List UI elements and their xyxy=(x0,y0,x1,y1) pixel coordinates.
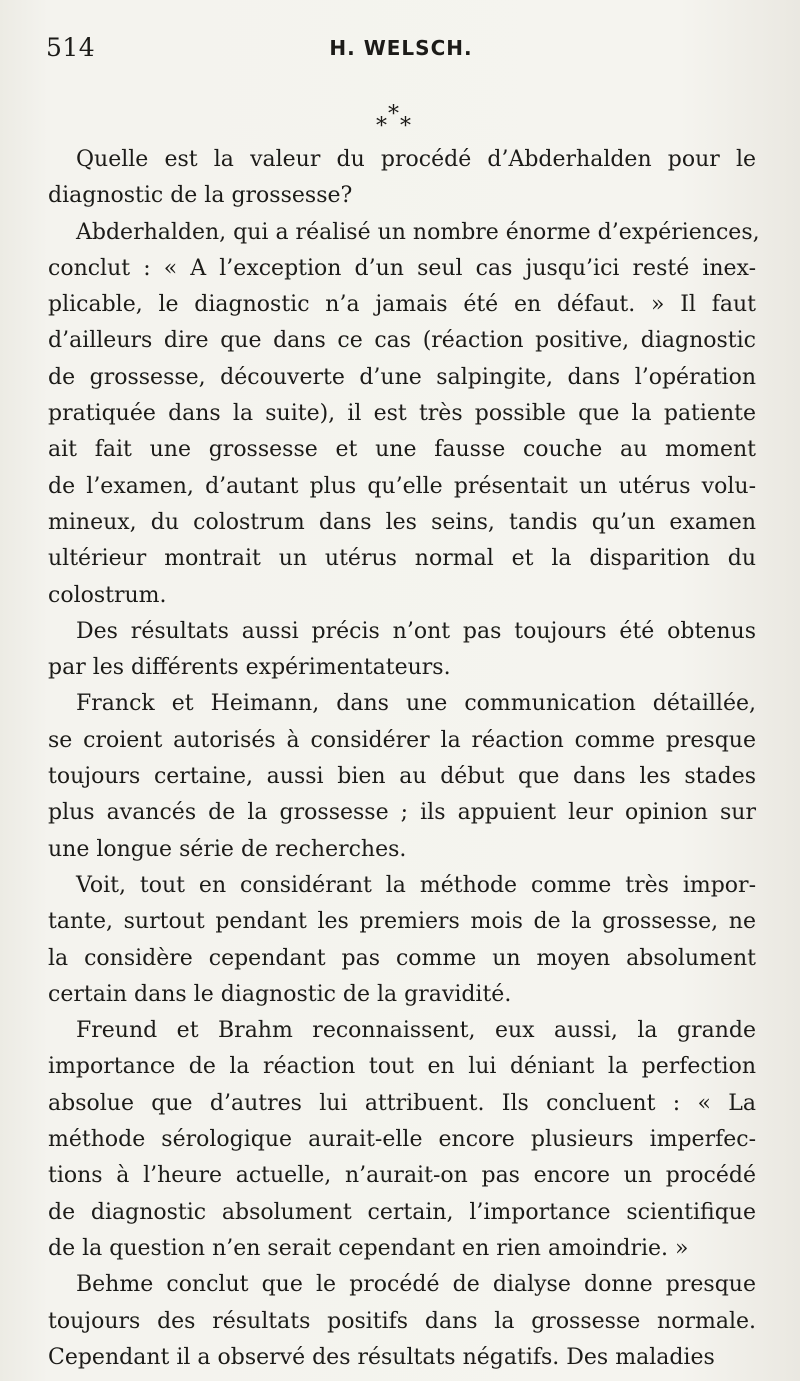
asterism xyxy=(370,104,430,138)
asterism-star-right: * xyxy=(400,114,411,139)
text-line: importance de la réaction tout en lui déniant la perfection xyxy=(48,1054,756,1080)
text-line: toujours certaine, aussi bien au début que dans les stades xyxy=(48,764,756,790)
text-line: conclut : « A l’exception d’un seul cas jusqu’ici resté inex- xyxy=(48,255,756,281)
text-line: plus avancés de la grossesse ; ils appuient leur opinion sur xyxy=(48,800,756,826)
text-line: Des résultats aussi précis n’ont pas toujours été obtenus xyxy=(76,618,756,644)
text-line: Abderhalden, qui a réalisé un nombre énorme d’expériences, xyxy=(76,219,760,245)
paragraph xyxy=(48,868,756,1013)
text-line: de l’examen, d’autant plus qu’elle présentait un utérus volu- xyxy=(48,473,756,499)
text-line: certain dans le diagnostic de la gravidité. xyxy=(48,981,512,1007)
text-line: Freund et Brahm reconnaissent, eux aussi, la grande xyxy=(76,1018,756,1044)
text-line: par les différents expérimentateurs. xyxy=(48,655,451,681)
paragraph xyxy=(48,1267,756,1376)
text-line: de diagnostic absolument certain, l’importance scientifique xyxy=(48,1199,756,1225)
text-line: mineux, du colostrum dans les seins, tandis qu’un examen xyxy=(48,509,756,535)
text-line: de grossesse, découverte d’une salpingite, dans l’opération xyxy=(48,364,756,390)
text-line: Quelle est la valeur du procédé d’Abderhalden pour le xyxy=(76,147,756,172)
text-line: tions à l’heure actuelle, n’aurait-on pas encore un procédé xyxy=(48,1163,756,1189)
text-line: d’ailleurs dire que dans ce cas (réaction positive, diagnostic xyxy=(48,328,756,354)
text-line: la considère cependant pas comme un moyen absolument xyxy=(48,945,756,971)
paragraph xyxy=(48,1013,756,1267)
text-line: plicable, le diagnostic n’a jamais été en défaut. » Il faut xyxy=(48,292,756,318)
paragraph xyxy=(48,686,756,867)
page-number: 514 xyxy=(46,33,96,62)
asterism-star-left: * xyxy=(376,114,387,139)
text-line: ultérieur montrait un utérus normal et la disparition du xyxy=(48,546,756,572)
text-line: Cependant il a observé des résultats négatifs. Des maladies xyxy=(48,1344,715,1370)
text-line: une longue série de recherches. xyxy=(48,836,407,862)
text-line: ait fait une grossesse et une fausse couche au moment xyxy=(48,437,756,463)
text-line: tante, surtout pendant les premiers mois de la grossesse, ne xyxy=(48,909,756,935)
text-line: se croient autorisés à considérer la réaction comme presque xyxy=(48,727,756,753)
text-line: Franck et Heimann, dans une communication détaillée, xyxy=(76,691,756,717)
text-line: pratiquée dans la suite), il est très possible que la patiente xyxy=(48,401,756,427)
paragraph xyxy=(48,215,760,614)
paragraph xyxy=(48,142,756,215)
text-line: toujours des résultats positifs dans la grossesse normale. xyxy=(48,1308,756,1334)
text-line: diagnostic de la grossesse? xyxy=(48,183,353,209)
text-line: colostrum. xyxy=(48,582,167,608)
text-line: Behme conclut que le procédé de dialyse donne presque xyxy=(76,1272,756,1298)
page-header xyxy=(46,33,756,69)
text-line: absolue que d’autres lui attribuent. Ils concluent : « La xyxy=(48,1090,756,1116)
body-text xyxy=(48,142,760,1376)
asterism-star-top: * xyxy=(388,102,399,127)
text-line: de la question n’en serait cependant en rien amoindrie. » xyxy=(48,1235,689,1261)
running-head: H. WELSCH. xyxy=(329,36,473,60)
text-line: méthode sérologique aurait-elle encore plusieurs imperfec- xyxy=(48,1127,756,1153)
text-line: Voit, tout en considérant la méthode comme très impor- xyxy=(76,872,756,898)
paragraph xyxy=(48,614,756,687)
